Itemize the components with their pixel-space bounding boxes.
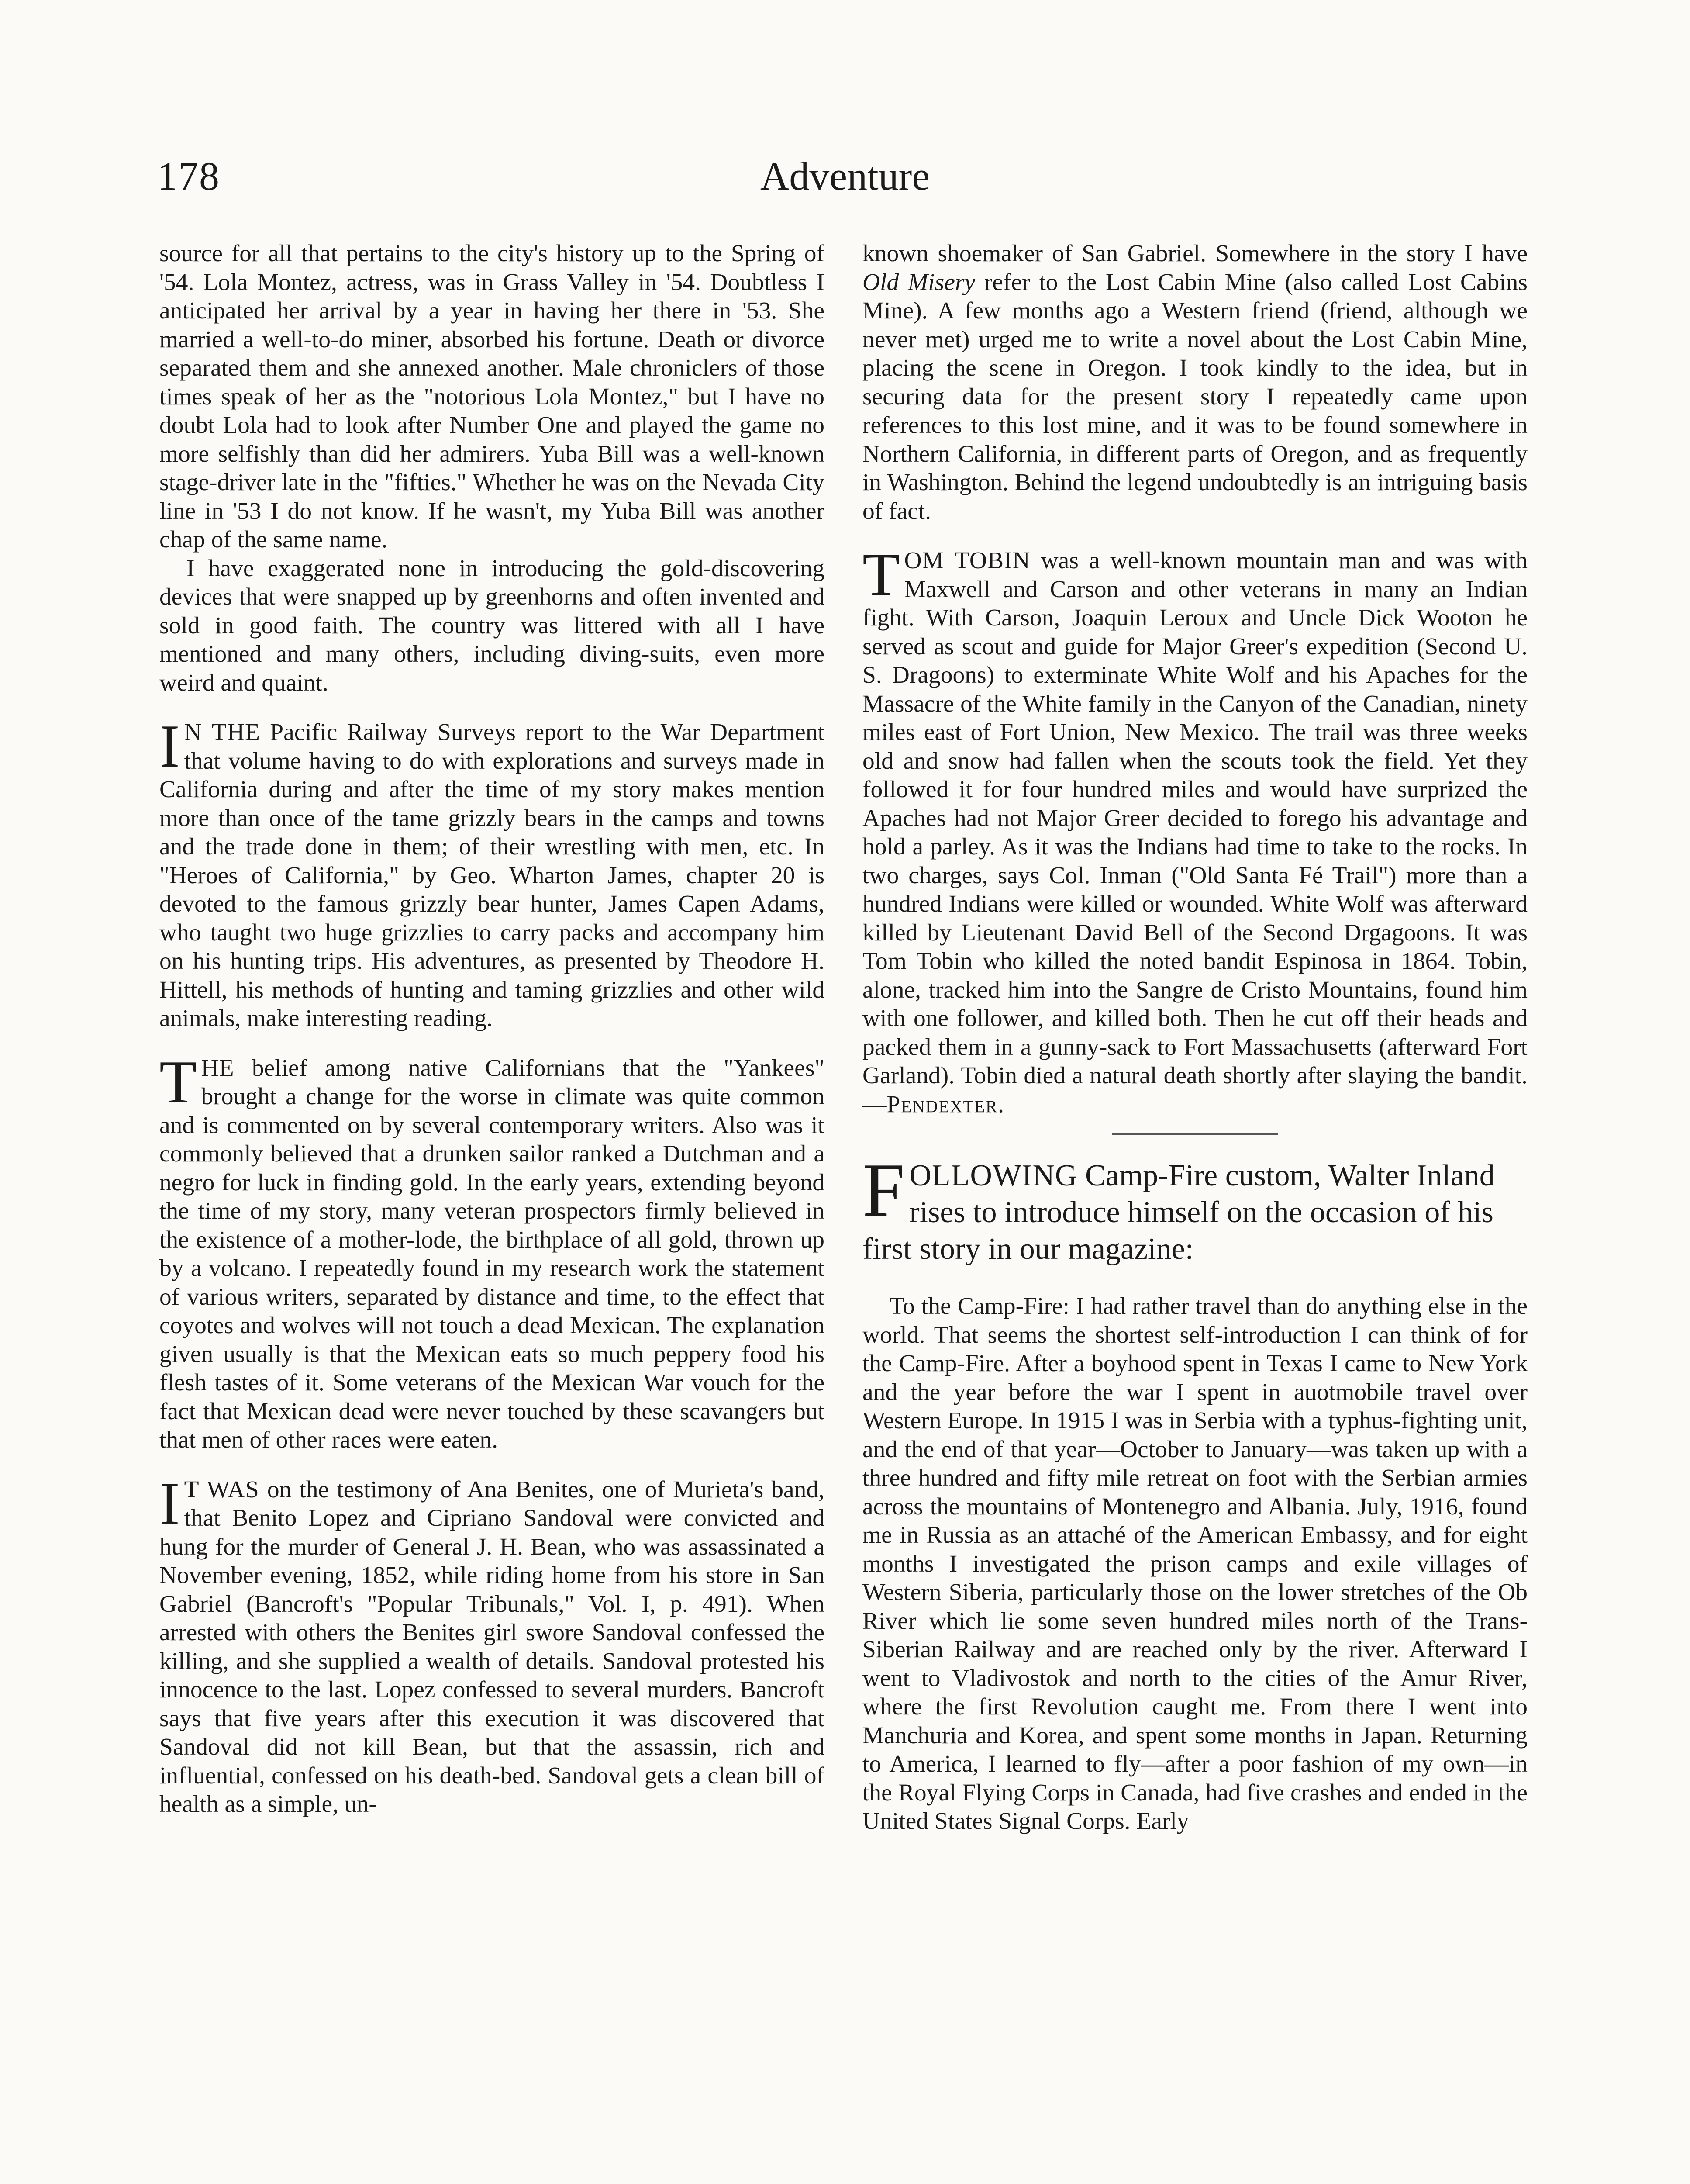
section-paragraph [862, 541, 1528, 1119]
lead-in-caps: OLLOWING [909, 1159, 1078, 1192]
page-header [0, 153, 1690, 218]
letter-paragraph: To the Camp-Fire: I had rather travel than do anything else in the world. That seems the shortest self-introduction I can think of for the Camp-Fire. After a boyhood spent in Texas I came to New York and the year before the war I spent in auotmobile travel over Western Europe. In 1915 I was in Serbia with a typhus-fighting unit, and the end of that year—October to January—was taken up with a three hundred and fifty mile retreat on foot with the Serbian armies across the mountains of Montenegro and Albania. July, 1916, found me in Russia as an attaché of the American Embassy, and for eight months I investigated the prison camps and exile villages of Western Siberia, particularly those on the lower stretches of the Ob River which lie some seven hundred miles north of the Trans-Siberian Railway and are reached only by the river. Afterward I went to Vladivostok and north to the cities of the Amur River, where the first Revolution caught me. From there I went into Manchuria and Korea, and spent some months in Japan. Returning to America, I learned to fly—after a poor fashion of my own—in the Royal Flying Corps in Canada, had five crashes and ended in the United States Signal Corps. Early [862, 1293, 1528, 1835]
book-title-italic: Old Misery [862, 269, 976, 296]
paragraph-text: on the testimony of Ana Benites, one of Murieta's band, that Benito Lopez and Cipriano Sandoval were convicted and hung for the murder of General J. H. Bean, who was assassinated a November evening, 1852, while riding home from his store in San Gabriel (Bancroft's "Popular Tribunals," Vol. I, p. 491). When arrested with others the Benites girl swore Sandoval confessed the killing, and she supplied a wealth of details. Sandoval protested his innocence to the last. Lopez confessed to several murders. Bancroft says that five years after this execution it was discovered that Sandoval did not kill Bean, but that the assassin, rich and influential, confessed on his death-bed. Sandoval gets a clean bill of health as a simple, un- [159, 1476, 824, 1818]
drop-cap: I [159, 712, 180, 780]
paragraph-text: refer to the Lost Cabin Mine (also called Lost Cabins Mine). A few months ago a Western friend (friend, although we never met) urged me to write a novel about the Lost Cabin Mine, placing the scene in Oregon. I took kindly to the idea, but in securing data for the present story I repeatedly came upon references to this lost mine, and it was to be found somewhere in Northern California, in different parts of Oregon, and as frequently in Washington. Behind the legend undoubtedly is an intriguing basis of fact. [862, 269, 1528, 525]
paragraph-text: Pacific Railway Surveys report to the War Department that volume having to do with explorations and surveys made in California during and after the time of my story makes mention more than once of the tame grizzly bears in the camps and towns and the trade done in them; of their wrestling with men, etc. In "Heroes of California," by Geo. Wharton James, chapter 20 is devoted to the famous grizzly bear hunter, James Capen Adams, who taught two huge grizzlies to carry packs and accompany him on his hunting trips. His adventures, as presented by Theodore H. Hittell, his methods of hunting and taming grizzlies and other wild animals, make interesting reading. [159, 719, 824, 1032]
section-paragraph [159, 712, 824, 1033]
lead-in-caps: N THE [184, 719, 260, 746]
author-byline: Pendexter. [886, 1091, 1005, 1118]
paragraph: source for all that pertains to the city's history up to the Spring of '54. Lola Montez, actress, was in Grass Valley in '54. Doubtless I anticipated her arrival by a year in having her there in '53. She married a well-to-do miner, absorbed his fortune. Death or divorce separated them and she annexed another. Male chroniclers of those times speak of her as the "notorious Lola Montez," but I have no doubt Lola had to look after Number One and played the game no more selfishly than did her admirers. Yuba Bill was a well-known stage-driver late in the "fifties." Whether he was on the Nevada City line in '53 I do not know. If he wasn't, my Yuba Bill was another chap of the same name. [159, 240, 824, 553]
section-divider [1112, 1133, 1278, 1135]
section-paragraph [159, 1048, 824, 1455]
paragraph: I have exaggerated none in introducing the gold-discovering devices that were snapped up by greenhorns and often invented and sold in good faith. The country was littered with all I have mentioned and many others, including diving-suits, even more weird and quaint. [159, 555, 824, 696]
drop-cap: T [159, 1048, 197, 1116]
drop-cap: T [862, 541, 900, 608]
running-title: Adventure [760, 154, 930, 198]
right-column [862, 239, 1528, 1836]
section-paragraph [159, 1469, 824, 1819]
camp-fire-intro [862, 1147, 1528, 1268]
lead-in-caps: HE [201, 1054, 235, 1082]
paragraph [862, 239, 1528, 525]
paragraph-text: was a well-known mountain man and was with Maxwell and Carson and other veterans in many an Indian fight. With Carson, Joaquin Leroux and Uncle Dick Wooton he served as scout and guide for Major Greer's expedition (Second U. S. Dragoons) to exterminate White Wolf and his Apaches for the Massacre of the White family in the Canyon of the Canadian, ninety miles east of Fort Union, New Mexico. The trail was three weeks old and snow had fallen when the scouts took the field. Yet they followed it for four hundred miles and would have surprized the Apaches had not Major Greer decided to forego his advantage and hold a parley. As it was the Indians had time to take to the rocks. In two charges, says Col. Inman ("Old Santa Fé Trail") more than a hundred Indians were killed or wounded. White Wolf was afterward killed by Lieutenant David Bell of the Second Drgagoons. It was Tom Tobin who killed the noted bandit Espinosa in 1864. Tobin, alone, tracked him into the Sangre de Cristo Mountains, found him with one follower, and killed both. Then he cut off their heads and packed them in a gunny-sack to Fort Massachusetts (afterward Fort Garland). Tobin died a natural death shortly after slaying the bandit.— [862, 547, 1528, 1118]
intro-text: Camp-Fire custom, Walter Inland rises to introduce himself on the occasion of his first story in our magazine: [862, 1159, 1495, 1266]
paragraph-text: known shoemaker of San Gabriel. Somewhere in the story I have [862, 240, 1528, 267]
left-column [159, 239, 824, 1819]
page-number: 178 [157, 154, 220, 198]
paragraph-text: belief among native Californians that the "Yankees" brought a change for the worse in climate was quite common and is commented on by several contemporary writers. Also was it commonly believed that a drunken sailor ranked a Dutchman and a negro for luck in finding gold. In the early years, extending beyond the time of my story, many veteran prospectors firmly believed in the existence of a mother-lode, the birthplace of all gold, thrown up by a volcano. I repeatedly found in my research work the statement of various writers, separated by distance and time, to the effect that coyotes and wolves will not touch a dead Mexican. The explanation given usually is that the Mexican eats so much peppery food his flesh tastes of it. Some veterans of the Mexican War vouch for the fact that Mexican dead were never touched by these scavangers but that men of other races were eaten. [159, 1054, 824, 1453]
drop-cap: I [159, 1469, 180, 1538]
lead-in-caps: T WAS [184, 1476, 259, 1503]
lead-in-caps: OM TOBIN [904, 547, 1031, 574]
drop-cap: F [862, 1147, 905, 1232]
